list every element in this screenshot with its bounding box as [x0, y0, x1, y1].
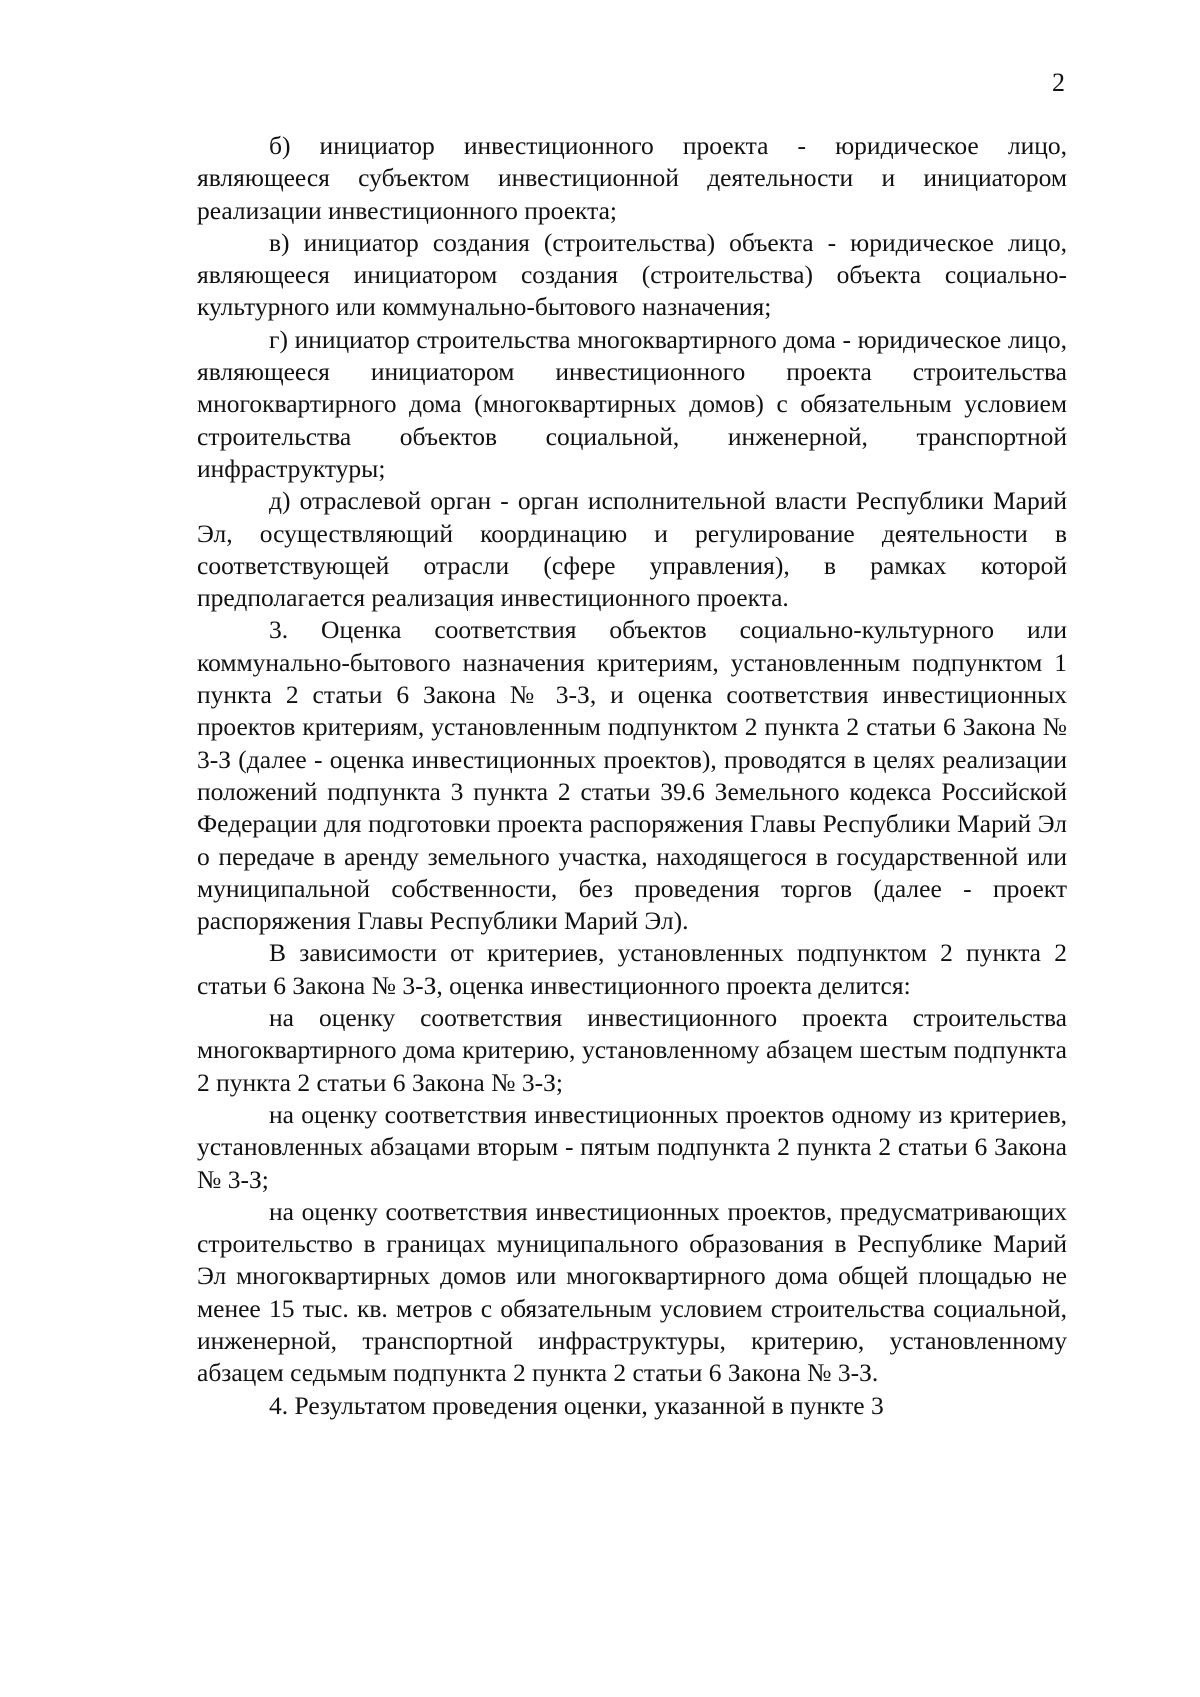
paragraph-assessment-type-1: на оценку соответствия инвестиционного проекта строительства многоквартирного дома критерию, установленному абзацем шестым подпункта 2 пункта 2 статьи 6 Закона № 3-З;	[197, 1003, 1067, 1097]
page-number: 2	[1052, 68, 1065, 97]
paragraph-initiator-construction-object: в) инициатор создания (строительства) объекта - юридическое лицо, являющееся инициатором создания (строительства) объекта социально-культурного или коммунально-бытового назначения;	[197, 227, 1067, 322]
paragraph-clause-3-assessment: 3. Оценка соответствия объектов социально-культурного или коммунально-бытового назначения критериям, установленным подпунктом 1 пункта 2 статьи 6 Закона № 3-З, и оценка соответствия инвестиционных проектов критериям, установленным подпунктом 2 пункта 2 статьи 6 Закона № 3-З (далее - оценка инвестиционных проектов), проводятся в целях реализации положений подпункта 3 пункта 2 статьи 39.6 Земельного кодекса Российской Федерации для подготовки проекта распоряжения Главы Республики Марий Эл о передаче в аренду земельного участка, находящегося в государственной или муниципальной собственности, без проведения торгов (далее - проект распоряжения Главы Республики Марий Эл).	[197, 615, 1067, 936]
paragraph-assessment-type-2: на оценку соответствия инвестиционных проектов одному из критериев, установленных абзацами вторым - пятым подпункта 2 пункта 2 статьи 6 Закона № 3-З;	[197, 1099, 1067, 1194]
paragraph-clause-4-result: 4. Результатом проведения оценки, указанной в пункте 3	[269, 1390, 884, 1420]
paragraph-initiator-investment-project: б) инициатор инвестиционного проекта - юридическое лицо, являющееся субъектом инвестиционной деятельности и инициатором реализации инвестиционного проекта;	[197, 131, 1067, 225]
paragraph-sectoral-body: д) отраслевой орган - орган исполнительной власти Республики Марий Эл, осуществляющий координацию и регулирование деятельности в соответствующей отрасли (сфере управления), в рамках которой предполагается реализация инвестиционного проекта.	[197, 486, 1067, 613]
paragraph-initiator-apartment-building: г) инициатор строительства многоквартирного дома - юридическое лицо, являющееся инициатором инвестиционного проекта строительства многоквартирного дома (многоквартирных домов) с обязательным условием строительства объектов социальной, инженерной, транспортной инфраструктуры;	[197, 324, 1067, 483]
document-body	[197, 130, 1067, 1422]
paragraph-assessment-division: В зависимости от критериев, установленных подпунктом 2 пункта 2 статьи 6 Закона № 3-З, оценка инвестиционного проекта делится:	[197, 938, 1067, 1000]
paragraph-assessment-type-3: на оценку соответствия инвестиционных проектов, предусматривающих строительство в границах муниципального образования в Республике Марий Эл многоквартирных домов или многоквартирного дома общей площадью не менее 15 тыс. кв. метров с обязательным условием строительства социальной, инженерной, транспортной инфраструктуры, критерию, установленному абзацем седьмым подпункта 2 пункта 2 статьи 6 Закона № 3-З.	[197, 1196, 1067, 1388]
